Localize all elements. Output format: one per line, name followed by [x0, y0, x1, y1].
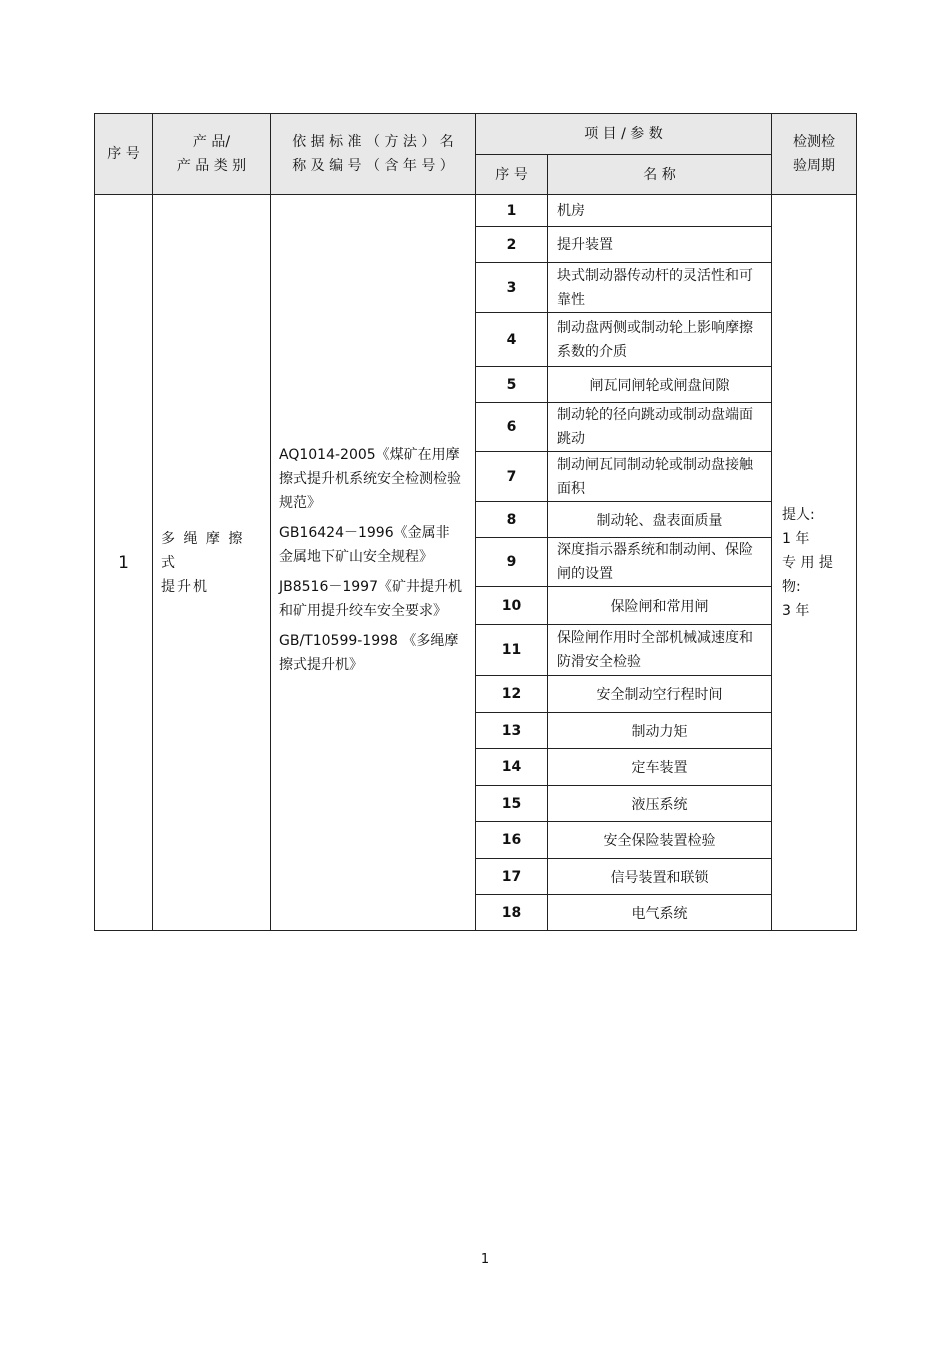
item-number: 17	[476, 859, 548, 895]
row-category	[153, 195, 271, 931]
item-name: 电气系统	[548, 895, 772, 931]
item-number: 8	[476, 502, 548, 538]
header-product	[153, 114, 271, 195]
item-number: 10	[476, 587, 548, 625]
standard-entry: AQ1014-2005《煤矿在用摩擦式提升机系统安全检测检验规范》	[279, 446, 461, 511]
item-number: 2	[476, 227, 548, 263]
period-line: 提人:	[782, 506, 815, 523]
row-period	[772, 195, 857, 931]
item-number: 14	[476, 749, 548, 786]
period-line: 3 年	[782, 602, 810, 619]
item-number: 13	[476, 713, 548, 749]
item-number: 1	[476, 195, 548, 227]
header-period-line1: 检测检	[793, 134, 835, 150]
item-name: 制动力矩	[548, 713, 772, 749]
item-number: 15	[476, 786, 548, 822]
item-name: 定车装置	[548, 749, 772, 786]
header-standard	[271, 114, 476, 195]
standard-entry: GB16424－1996《金属非金属地下矿山安全规程》	[279, 524, 450, 565]
item-number: 5	[476, 367, 548, 403]
item-name: 深度指示器系统和制动闸、保险闸的设置	[548, 538, 772, 587]
header-item-seq: 序 号	[476, 155, 548, 195]
item-name: 制动盘两侧或制动轮上影响摩擦系数的介质	[548, 313, 772, 367]
page-number: 1	[480, 1252, 490, 1267]
row-seq: 1	[95, 195, 153, 931]
header-item-name: 名 称	[548, 155, 772, 195]
item-number: 3	[476, 263, 548, 313]
item-number: 18	[476, 895, 548, 931]
standard-entry: JB8516－1997《矿井提升机和矿用提升绞车安全要求》	[279, 578, 462, 619]
category-line-2: 提升机	[161, 578, 209, 595]
item-name: 安全保险装置检验	[548, 822, 772, 859]
row-standards	[271, 195, 476, 931]
item-name: 制动闸瓦同制动轮或制动盘接触面积	[548, 452, 772, 502]
period-line: 专 用 提	[782, 554, 833, 571]
item-number: 11	[476, 625, 548, 676]
item-number: 16	[476, 822, 548, 859]
category-line-1: 多 绳 摩 擦 式	[161, 530, 245, 571]
item-name: 信号装置和联锁	[548, 859, 772, 895]
item-number: 7	[476, 452, 548, 502]
period-line: 物:	[782, 578, 801, 595]
header-standard-line2: 称 及 编 号 （ 含 年 号 ）	[292, 158, 454, 174]
header-product-line1: 产 品/	[192, 134, 231, 150]
header-period	[772, 114, 857, 195]
item-name: 制动轮、盘表面质量	[548, 502, 772, 538]
item-name: 机房	[548, 195, 772, 227]
item-number: 9	[476, 538, 548, 587]
item-number: 4	[476, 313, 548, 367]
item-name: 安全制动空行程时间	[548, 676, 772, 713]
header-product-line2: 产 品 类 别	[176, 158, 247, 174]
standard-entry: GB/T10599-1998 《多绳摩擦式提升机》	[279, 632, 459, 673]
item-name: 闸瓦同闸轮或闸盘间隙	[548, 367, 772, 403]
item-name: 保险闸作用时全部机械减速度和防滑安全检验	[548, 625, 772, 676]
item-number: 6	[476, 403, 548, 452]
item-number: 12	[476, 676, 548, 713]
period-line: 1 年	[782, 530, 810, 547]
header-period-line2: 验周期	[793, 158, 835, 174]
item-name: 块式制动器传动杆的灵活性和可靠性	[548, 263, 772, 313]
item-name: 制动轮的径向跳动或制动盘端面跳动	[548, 403, 772, 452]
item-name: 液压系统	[548, 786, 772, 822]
header-items-params: 项 目 / 参 数	[476, 114, 772, 155]
header-standard-line1: 依 据 标 准 （ 方 法 ） 名	[292, 134, 454, 150]
table-row	[95, 195, 857, 227]
item-name: 提升装置	[548, 227, 772, 263]
inspection-table	[94, 113, 857, 931]
item-name: 保险闸和常用闸	[548, 587, 772, 625]
header-seq: 序 号	[95, 114, 153, 195]
